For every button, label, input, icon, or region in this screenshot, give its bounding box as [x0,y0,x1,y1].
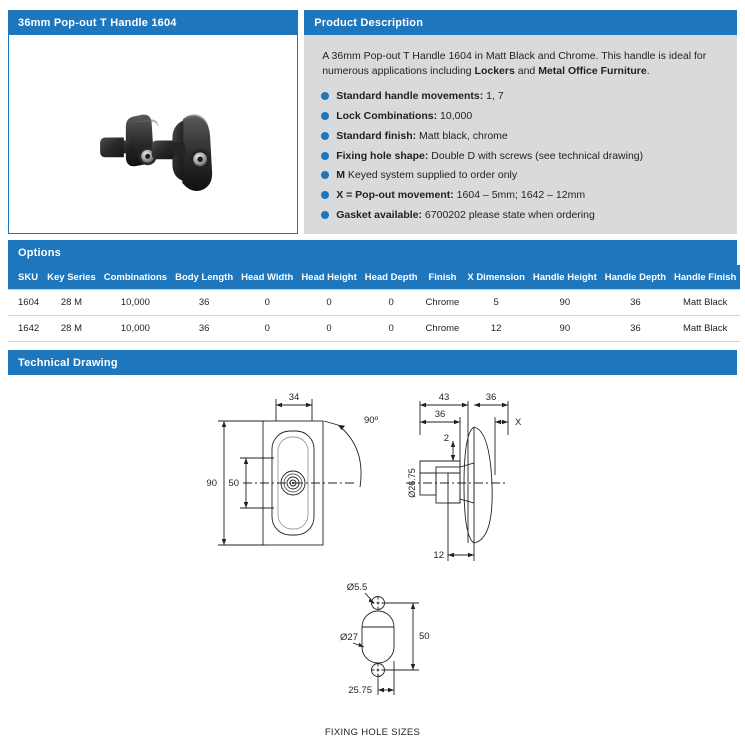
feature-value: Double D with screws (see technical drawing) [428,149,644,162]
product-title-bar: 36mm Pop-out T Handle 1604 [8,10,298,35]
dim-50-label: 50 [228,478,239,489]
product-description-panel [304,10,737,234]
dim-2575-label: 25.75 [348,685,372,696]
col-handle-depth: Handle Depth [601,265,670,290]
intro-post: . [646,65,650,78]
intro-mid: and [514,65,539,78]
cell-sku: 1642 [8,316,43,342]
options-section [0,234,745,342]
technical-drawing-body [8,375,737,740]
cell-key-series: 28 M [43,290,100,316]
dim-x-label: X [515,417,522,428]
col-head-width: Head Width [237,265,297,290]
col-combinations: Combinations [100,265,171,290]
options-table-head [8,265,740,290]
bullet-icon [321,112,329,120]
feature-value: Matt black, chrome [416,129,508,142]
cell-handle-depth: 36 [601,290,670,316]
feature-value: 10,000 [437,110,473,123]
bullet-icon [321,211,329,219]
dim-90-label: 90 [206,478,217,489]
dia-27-label: Ø27 [340,632,358,643]
cell-handle-finish: Matt Black [670,316,740,342]
cell-body-length: 36 [171,316,237,342]
cell-handle-depth: 36 [601,316,670,342]
feature-item [320,129,721,144]
dim-50-fixing-label: 50 [419,631,430,642]
top-panels [0,0,745,234]
description-title-bar: Product Description [304,10,737,35]
feature-item [320,188,721,203]
cell-key-series: 28 M [43,316,100,342]
intro-bold-furniture: Metal Office Furniture [538,65,647,78]
feature-label: Standard finish: [336,129,417,142]
cell-finish: Chrome [422,316,464,342]
col-finish: Finish [422,265,464,290]
feature-item [320,89,721,104]
description-body [304,35,737,234]
dim-12-label: 12 [433,550,444,561]
cell-x-dimension: 5 [463,290,529,316]
cell-head-height: 0 [297,316,360,342]
dia-2675-label: Ø26.75 [407,468,417,498]
intro-pre: A 36mm Pop-out T Handle 1604 in Matt Black and Chrome. This handle is ideal for numerous applications including [322,50,707,78]
col-sku: SKU [8,265,43,290]
cell-handle-height: 90 [529,316,601,342]
bullet-icon [321,191,329,199]
feature-label: M [336,169,345,182]
bullet-icon [321,92,329,100]
intro-bold-lockers: Lockers [474,65,515,78]
fixing-hole-caption: FIXING HOLE SIZES [324,727,421,738]
bullet-icon [321,132,329,140]
feature-label: Standard handle movements: [336,90,484,103]
description-intro [322,49,721,79]
feature-label: X = Pop-out movement: [336,189,454,202]
dim-36-inner-label: 36 [434,409,446,420]
bullet-icon [321,171,329,179]
table-row [8,290,740,316]
product-image-container [8,35,298,234]
table-header-row [8,265,740,290]
options-table [8,265,740,342]
cell-head-depth: 0 [361,290,422,316]
feature-label: Gasket available: [336,208,423,221]
cell-combinations: 10,000 [100,290,171,316]
dia-55-label: Ø5.5 [346,582,368,593]
feature-item [320,109,721,124]
cell-head-width: 0 [237,290,297,316]
col-x-dimension: X Dimension [463,265,529,290]
feature-item [320,168,721,183]
feature-value: 6700202 please state when ordering [422,208,595,221]
cell-x-dimension: 12 [463,316,529,342]
technical-drawing-svg [8,375,737,725]
cell-head-depth: 0 [361,316,422,342]
cell-combinations: 10,000 [100,316,171,342]
dim-43-label: 43 [438,392,450,403]
angle-90-label: 90º [364,415,379,426]
col-key-series: Key Series [43,265,100,290]
col-handle-height: Handle Height [529,265,601,290]
feature-value: 1604 – 5mm; 1642 – 12mm [453,189,586,202]
cell-handle-height: 90 [529,290,601,316]
dim-2-label: 2 [443,433,449,444]
feature-label: Fixing hole shape: [336,149,429,162]
cell-head-height: 0 [297,290,360,316]
options-table-body [8,290,740,342]
cell-body-length: 36 [171,290,237,316]
options-title-bar: Options [8,240,737,265]
col-body-length: Body Length [171,265,237,290]
cell-head-width: 0 [237,316,297,342]
cell-finish: Chrome [422,290,464,316]
feature-value: 1, 7 [483,90,504,103]
dim-34-label: 34 [288,392,300,403]
technical-title-bar: Technical Drawing [8,350,737,375]
dim-36-top-label: 36 [485,392,497,403]
cell-handle-finish: Matt Black [670,290,740,316]
bullet-icon [321,152,329,160]
col-head-depth: Head Depth [361,265,422,290]
product-image-panel [8,10,298,234]
col-handle-finish: Handle Finish [670,265,740,290]
table-row [8,316,740,342]
feature-item [320,149,721,164]
feature-value: Keyed system supplied to order only [344,169,518,182]
product-photo [9,35,297,233]
feature-label: Lock Combinations: [336,110,438,123]
technical-drawing-section [0,342,745,740]
cell-sku: 1604 [8,290,43,316]
feature-list [320,89,721,223]
feature-item [320,208,721,223]
col-head-height: Head Height [297,265,360,290]
